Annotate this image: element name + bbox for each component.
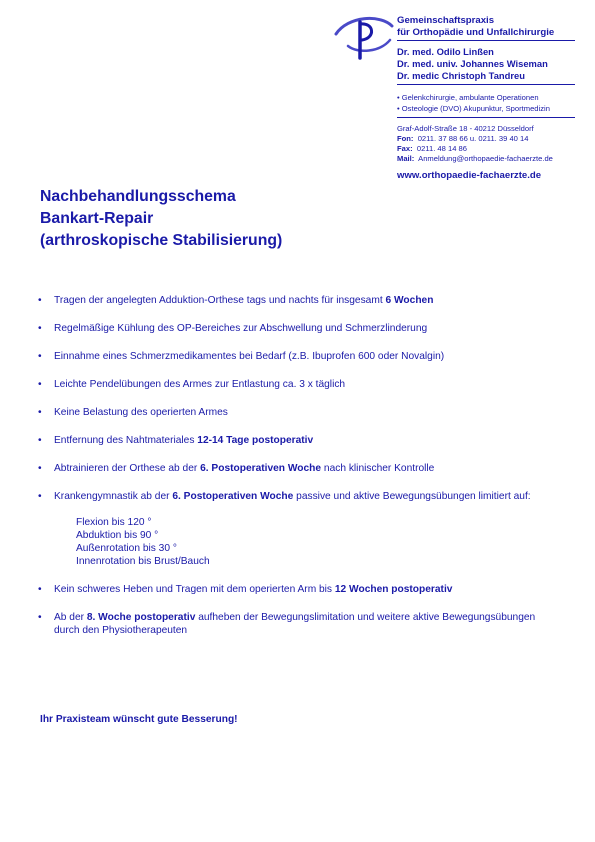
address: Graf-Adolf-Straße 18 - 40212 Düsseldorf — [397, 124, 534, 133]
instruction-list — [38, 294, 558, 652]
limit-item: Flexion bis 120 ° — [76, 517, 152, 528]
bullet: • — [38, 491, 42, 502]
mail-address[interactable]: Anmeldung@orthopaedie-fachaerzte.de — [418, 154, 553, 163]
specialty-item: • Osteologie (DVO) Akupunktur, Sportmedizin — [397, 103, 575, 118]
doctor-name: Dr. med. univ. Johannes Wiseman — [397, 58, 548, 69]
bullet: • — [38, 435, 42, 446]
bullet: • — [38, 463, 42, 474]
list-item: • Entfernung des Nahtmateriales 12-14 Tage postoperativ — [38, 435, 314, 446]
practice-name-line2: für Orthopädie und Unfallchirurgie — [397, 27, 575, 41]
document-title — [40, 186, 282, 252]
doctor-name: Dr. med. Odilo Linßen — [397, 46, 494, 57]
bullet: • — [38, 379, 42, 390]
fax-line — [397, 144, 553, 154]
bullet: • — [38, 612, 42, 623]
list-item: • Kein schweres Heben und Tragen mit dem operierten Arm bis 12 Wochen postoperativ — [38, 584, 453, 595]
website-link[interactable]: www.orthopaedie-fachaerzte.de — [397, 170, 542, 181]
list-item: • Ab der 8. Woche postoperativ aufheben der Bewegungslimitation und weitere aktive Bewegungsübungen durch den Physiotherapeuten — [38, 612, 536, 636]
bullet: • — [38, 323, 42, 334]
bullet: • — [38, 351, 42, 362]
movement-limits — [76, 516, 558, 568]
list-item: • Keine Belastung des operierten Armes — [38, 407, 228, 418]
list-item: • Tragen der angelegten Adduktion-Orthese tags und nachts für insgesamt 6 Wochen — [38, 295, 434, 306]
phone-label: Fon: — [397, 134, 414, 143]
fax-number: 0211. 48 14 86 — [416, 144, 467, 153]
mail-line — [397, 154, 553, 164]
list-item: • Leichte Pendelübungen des Armes zur Entlastung ca. 3 x täglich — [38, 379, 346, 390]
bullet: • — [38, 407, 42, 418]
bullet: • — [38, 584, 42, 595]
limit-item: Abduktion bis 90 ° — [76, 530, 159, 541]
list-item: • Krankengymnastik ab der 6. Postoperativen Woche passive und aktive Bewegungsübungen limitiert auf: Flexion bis 120 ° Abduktion bis 90 ° Außenrotation bis 30 ° Innenrotation bis Brust/Bauch — [38, 490, 558, 568]
practice-name-line1: Gemeinschaftspraxis — [397, 15, 495, 26]
specialty-list — [397, 92, 575, 118]
contact-block — [397, 124, 553, 164]
phone-number: 0211. 37 88 66 u. 0211. 39 40 14 — [417, 134, 529, 143]
highlight: 6. Postoperativen Woche — [172, 491, 294, 502]
bullet: • — [38, 295, 42, 306]
highlight: 12-14 Tage postoperativ — [197, 435, 314, 446]
fax-label: Fax: — [397, 144, 413, 153]
limit-item: Außenrotation bis 30 ° — [76, 543, 177, 554]
doctor-name: Dr. medic Christoph Tandreu — [397, 70, 575, 85]
specialty-item: • Gelenkchirurgie, ambulante Operationen — [397, 93, 539, 102]
list-item: • Einnahme eines Schmerzmedikamentes bei Bedarf (z.B. Ibuprofen 600 oder Novalgin) — [38, 351, 445, 362]
practice-logo-icon — [330, 12, 396, 60]
list-item: • Regelmäßige Kühlung des OP-Bereiches zur Abschwellung und Schmerzlinderung — [38, 323, 428, 334]
highlight: 6. Postoperativen Woche — [200, 463, 322, 474]
highlight: 8. Woche postoperativ — [86, 612, 196, 623]
highlight: 12 Wochen postoperativ — [334, 584, 453, 595]
highlight: 6 Wochen — [385, 295, 434, 306]
title-line3: (arthroskopische Stabilisierung) — [40, 232, 283, 249]
list-item: • Abtrainieren der Orthese ab der 6. Postoperativen Woche nach klinischer Kontrolle — [38, 463, 435, 474]
phone-line — [397, 134, 553, 144]
title-line2: Bankart-Repair — [40, 210, 154, 227]
closing-message: Ihr Praxisteam wünscht gute Besserung! — [40, 714, 238, 725]
practice-name — [397, 15, 575, 41]
doctor-list — [397, 46, 575, 85]
title-line1: Nachbehandlungsschema — [40, 188, 236, 205]
limit-item: Innenrotation bis Brust/Bauch — [76, 556, 210, 567]
mail-label: Mail: — [397, 154, 415, 163]
